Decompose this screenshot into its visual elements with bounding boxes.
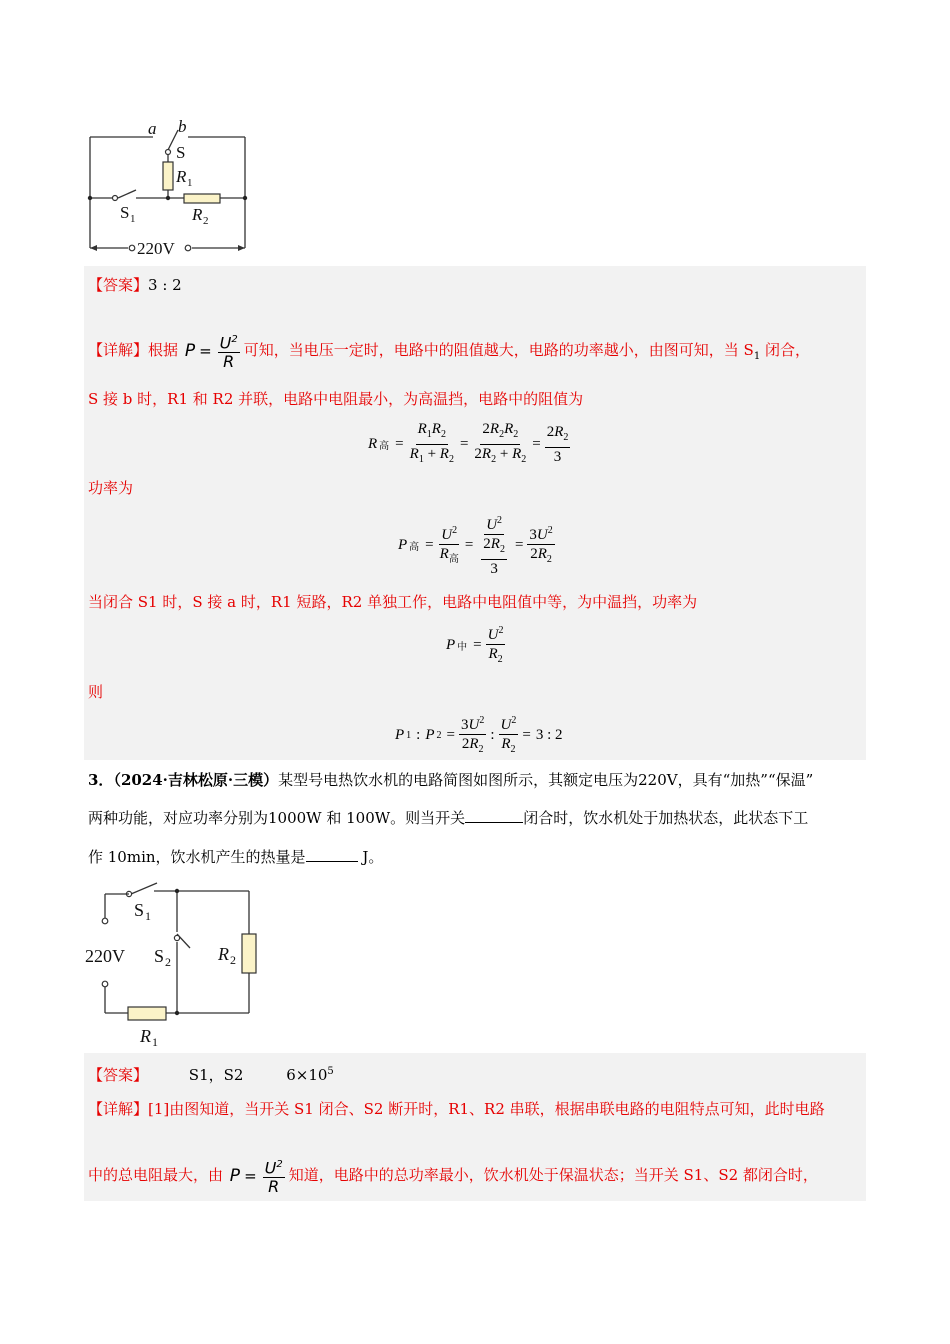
label-voltage: 220V bbox=[85, 946, 125, 966]
answer-line-q3: 【答案】 S1，S2 $6\times 10^5$ bbox=[88, 1066, 334, 1084]
svg-text:1: 1 bbox=[152, 1035, 158, 1048]
power-label: 功率为 bbox=[88, 479, 134, 497]
q3-line-2: 两种功能，对应功率分别为1000W 和 100W。则当开关 闭合时，饮水机处于加热状态，此状态下工 bbox=[88, 809, 809, 827]
answer-heat: $6\times 10^5$ bbox=[286, 1066, 334, 1084]
formula-r-high: R 高 = $\frac{R_1R_2}{R_1 + R_2}$ = $\frac{2R_2R_2}{2R_2 + R_2}$ = $\frac{2R_2}{3}$ bbox=[368, 421, 569, 465]
label-r1: R bbox=[140, 1026, 151, 1046]
detail-tag: 【详解】 bbox=[88, 341, 149, 360]
blank-switch[interactable] bbox=[465, 808, 523, 823]
svg-text:2: 2 bbox=[165, 955, 171, 969]
svg-text:1: 1 bbox=[130, 213, 136, 225]
formula-p-high: P 高 = $\frac{U^2}{R_高}$ = $\frac{U^2}{\frac{2R_2}{3}}$ = $\frac{3U^2}{2R_2}$ bbox=[398, 512, 557, 578]
label-b: b bbox=[178, 117, 187, 136]
answer-tag: 【答案】 bbox=[88, 276, 149, 294]
label-a: a bbox=[148, 119, 157, 138]
label-r2: R bbox=[218, 944, 229, 964]
circuit-diagram-2 bbox=[82, 876, 272, 1048]
formula-ratio: P 1 : P 2 = $\frac{3U^2}{2R_2}$ : $\frac{U^2}{R_2}$ = 3 : 2 bbox=[395, 712, 562, 759]
then-label: 则 bbox=[88, 683, 104, 701]
circuit-diagram-1 bbox=[80, 110, 260, 265]
label-s2: S bbox=[154, 946, 165, 966]
label-r2: R bbox=[192, 205, 203, 224]
label-s: S bbox=[176, 143, 186, 162]
answer-switches: S1，S2 bbox=[188, 1066, 244, 1084]
label-s1: S bbox=[120, 203, 130, 222]
label-voltage: 220V bbox=[137, 239, 175, 258]
label-s1: S bbox=[134, 900, 145, 920]
svg-text:2: 2 bbox=[230, 953, 236, 967]
answer-value: 3 : 2 bbox=[148, 276, 182, 294]
detail-line-1: 【详解】根据 P = $\frac{U^2}{R}$ 可知，当电压一定时，电路中的阻值越大，电路的功率越小，由图可知，当 $S_1$ 闭合， bbox=[88, 331, 810, 371]
answer-line-q2 bbox=[88, 275, 182, 295]
blank-heat[interactable] bbox=[306, 847, 358, 862]
svg-text:1: 1 bbox=[145, 909, 151, 923]
label-r1: R bbox=[176, 167, 187, 186]
power-formula: P = $\frac{U^2}{R}$ bbox=[185, 331, 242, 371]
svg-text:1: 1 bbox=[187, 177, 193, 189]
detail-line-3: 当闭合 S1 时，S 接 a 时，R1 短路，R2 单独工作，电路中电阻值中等，为中温挡，功率为 bbox=[88, 593, 698, 611]
q3-detail-line-1: 【详解】[1]由图知道，当开关 S1 闭合、S2 断开时，R1、R2 串联，根据串联电路的电阻特点可知，此时电路 bbox=[88, 1100, 825, 1118]
q3-line-1: 3．（2024·吉林松原·三模）某型号电热饮水机的电路简图如图所示，其额定电压为220V，具有“加热”“保温” bbox=[88, 771, 814, 789]
formula-p-mid: P 中 = $\frac{U^2}{R_2}$ bbox=[446, 622, 507, 669]
detail-line-2: S 接 b 时，R1 和 R2 并联，电路中电阻最小，为高温挡，电路中的阻值为 bbox=[88, 390, 584, 408]
svg-text:2: 2 bbox=[203, 215, 209, 227]
power-formula-2: P = $\frac{U^2}{R}$ bbox=[230, 1156, 287, 1196]
q3-line-3: 作 10min，饮水机产生的热量是 J。 bbox=[88, 848, 384, 866]
q3-detail-line-2: 中的总电阻最大，由 P = $\frac{U^2}{R}$ 知道，电路中的总功率最小，饮水机处于保温状态；当开关 S1、S2 都闭合时， bbox=[88, 1156, 818, 1196]
